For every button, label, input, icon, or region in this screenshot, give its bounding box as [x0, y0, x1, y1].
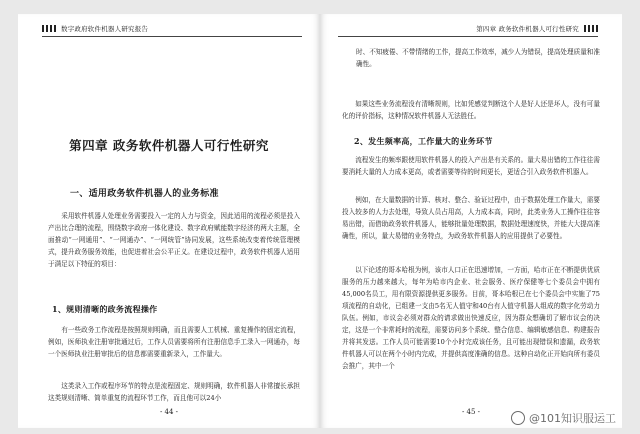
right-header-rule [338, 36, 598, 37]
header-marker-icon [584, 25, 598, 32]
right-page-number: - 45 - [461, 408, 481, 416]
subheading-1: 1、规则清晰的政务流程操作 [52, 304, 158, 314]
paragraph-no-rules: 如果这些业务流程没有清晰规则，比如凭感觉判断这个人是好人还是坏人，没有可量化的评价指标，这种情况软件机器人无法胜任。 [342, 100, 600, 120]
paragraph-intro: 采用软件机器人处理业务需要投入一定的人力与资金，因此适用的流程必须是投入产出比合理的流程，围绕数字政府一体化建设、数字政府赋能数字经济的两大主题，全面推动“一网通用”、“一网通办”、“一网统管”协同发展，这些系统改变着传统管理模式，提升政务服务效能，也促进着社会公平正义。在建设过程中，政务软件机器人适用于满足以下特征的项目： [48, 212, 300, 268]
section-heading-1: 一、适用政务软件机器人的业务标准 [70, 189, 219, 199]
right-page [320, 14, 622, 428]
left-header-text: 数字政府软件机器人研究报告 [61, 25, 149, 33]
watermark-logo-icon [511, 411, 525, 425]
paragraph-copenhagen: 以下论述的哥本哈根为例，该市人口正在迅速增加，一方面，哈市正在不断提供优质服务的压力越来越大，每年为哈市内企业、社会服务、医疗保健等七个委员会中拥有45,000名员工，用有限资源提供更多服务。目前，哥本哈根已在七个委员会中实施了75项流程的自动化，已组建一支由5名无人值守和40台有人值守机器人组成的数字化劳动力队伍。例如，市议会必须对群众的请求做出快速反应，因为群众想确切了解市议会的决定，这是一个非常耗时的流程，需要访问多个系统、整合信息、编辑敏感信息、构建报告并将其发送。工作人员可能需要10个小时完成该任务，且可能出现错误和遗漏，政务软件机器人可以在两个小时内完成，并提供高度准确的信息。这种自动化正开始向所有委员会推广，其中一个 [342, 266, 600, 370]
document-spread [18, 14, 622, 428]
right-header-text: 第四章 政务软件机器人可行性研究 [476, 25, 579, 33]
paragraph-rules-cont: 这类录入工作或程序环节的特点是流程固定、规则明确，软件机器人非常擅长承担这类规则清晰、简单重复的流程环节工作，而且他可以24小 [48, 382, 300, 402]
right-header [476, 24, 598, 33]
left-header-rule [42, 36, 302, 37]
watermark [511, 410, 616, 426]
header-marker-icon [42, 25, 56, 32]
paragraph-frequency: 流程发生的频率跟使用软件机器人的投入产出是有关系的。量大易出错的工作往往需要消耗大量的人力成本更高，或者需要等待的时间更长，更适合引入政务软件机器人。 [342, 156, 600, 176]
chapter-title: 第四章 政务软件机器人可行性研究 [69, 138, 269, 153]
subheading-2: 2、发生频率高，工作量大的业务环节 [354, 136, 493, 146]
watermark-text: @101知识服运工 [529, 412, 616, 425]
left-header [42, 24, 148, 33]
paragraph-continuation: 时、不知疲倦、不带情绪的工作，提高工作效率，减少人为错误，提高处理质量和准确性。 [356, 48, 600, 68]
left-page-number: - 44 - [159, 408, 179, 416]
paragraph-example: 例如，在大量数据的计算、核对、整合、验证过程中，由于数据处理工作量大，需要投入较多的人力去处理，导致人员占用高，人力成本高，同时，此类业务人工操作往往容易出错，而借助政务软件机器人，能够批量处理数据，数据处理速度快，并能大大提高准确性，所以，量大易错的业务特点，为政务软件机器人的应用提供了必要性。 [342, 196, 600, 240]
paragraph-rules: 有一些政务工作流程是按照规则明确，而且需要人工机械、重复操作的固定流程，例如，医师执业注册审批通过后，工作人员需要将所有注册信息手工录入一网通办，每一个医师执业注册审批后的信息都需要重新录入，工作量大。 [48, 326, 300, 358]
left-page [18, 14, 320, 428]
